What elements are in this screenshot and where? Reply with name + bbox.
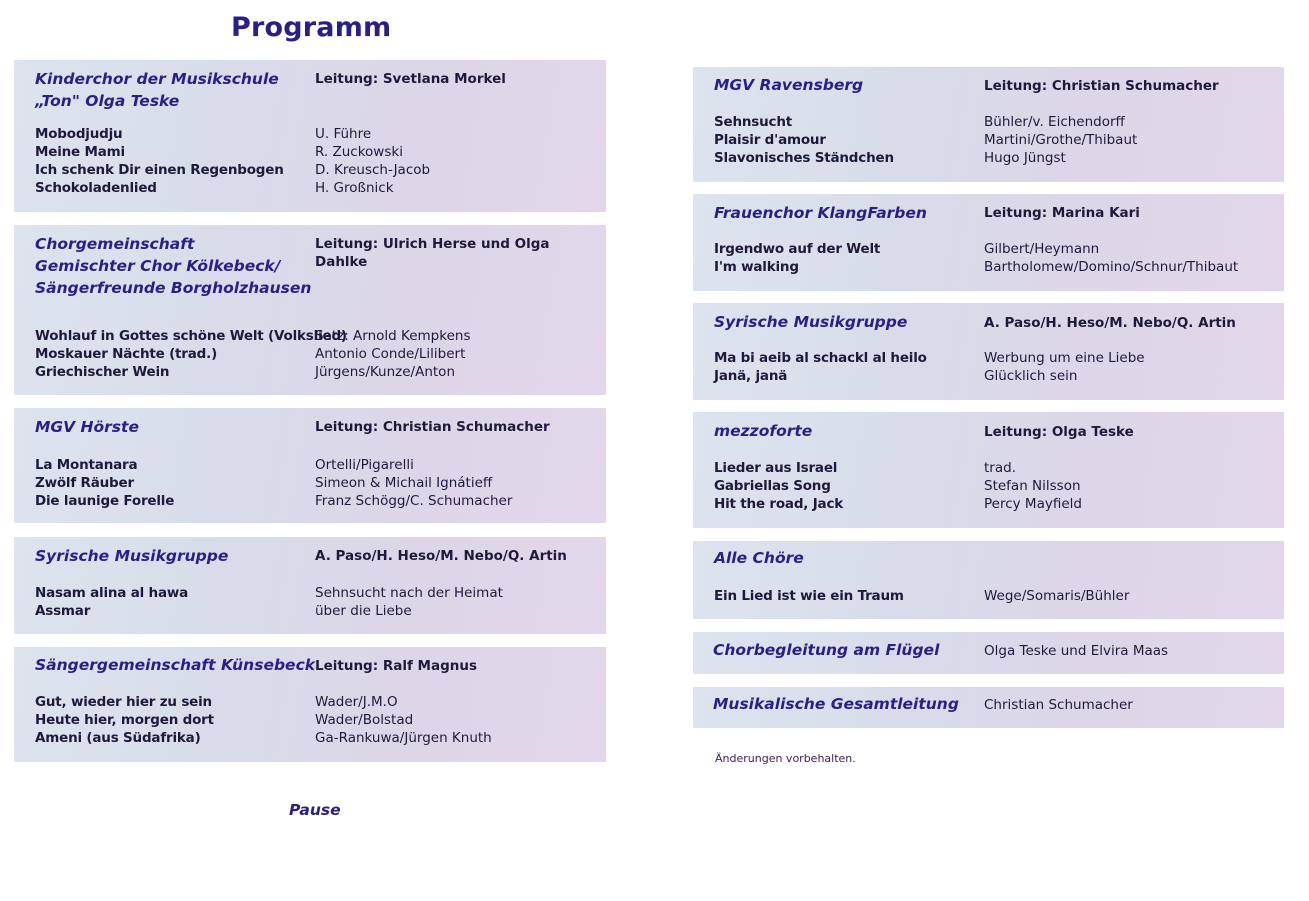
changes-note: Änderungen vorbehalten. [715,752,856,765]
song-author: Franz Schögg/C. Schumacher [315,493,513,509]
song-author: Ga-Rankuwa/Jürgen Knuth [315,730,492,746]
program-title: Programm [231,12,392,43]
choir-name: Syrische Musikgruppe [35,547,229,565]
song-author: Ortelli/Pigarelli [315,457,414,473]
choir-leader: Leitung: Ulrich Herse und Olga Dahlke [315,236,550,270]
choir-leader: A. Paso/H. Heso/M. Nebo/Q. Artin [315,548,567,564]
song-title: Griechischer Wein [35,364,170,380]
song-title: Ich schenk Dir einen Regenbogen [35,162,284,178]
song-title: I'm walking [714,259,799,275]
program-block [693,194,1284,291]
song-title: La Montanara [35,457,138,473]
song-author: H. Großnick [315,180,394,196]
song-title: Irgendwo auf der Welt [714,241,881,257]
choir-leader: A. Paso/H. Heso/M. Nebo/Q. Artin [984,315,1236,331]
song-author: Sehnsucht nach der Heimat [315,585,503,601]
song-title: Hit the road, Jack [714,496,844,512]
choir-name: Alle Chöre [714,549,804,567]
choir-leader: Leitung: Christian Schumacher [984,78,1219,94]
choir-leader: Christian Schumacher [984,697,1133,713]
song-title: Gut, wieder hier zu sein [35,694,212,710]
choir-leader: Olga Teske und Elvira Maas [984,643,1169,659]
program-block [693,303,1284,400]
program-block [693,541,1284,619]
song-author: U. Führe [315,126,372,142]
song-author: Wege/Somaris/Bühler [984,588,1130,604]
song-author: Stefan Nilsson [984,478,1081,494]
song-title: Mobodjudju [35,126,123,142]
program-block [693,632,1284,674]
song-author: trad. [984,460,1016,476]
song-author: Hugo Jüngst [984,150,1066,166]
song-title: Wohlauf in Gottes schöne Welt (Volkslied) [35,328,347,344]
song-title: Zwölf Räuber [35,475,134,491]
song-author: Glücklich sein [984,368,1078,384]
song-author: Jürgens/Kunze/Anton [315,364,455,380]
song-title: Assmar [35,603,91,619]
choir-leader: Leitung: Marina Kari [984,205,1140,221]
choir-name: MGV Hörste [35,418,139,436]
song-title: Moskauer Nächte (trad.) [35,346,218,362]
song-author: über die Liebe [315,603,412,619]
song-title: Gabriellas Song [714,478,831,494]
choir-name: mezzoforte [714,422,813,440]
program-block [693,687,1284,728]
song-title: Plaisir d'amour [714,132,826,148]
song-title: Slavonisches Ständchen [714,150,894,166]
song-author: Bühler/v. Eichendorff [984,114,1125,130]
choir-name: Frauenchor KlangFarben [714,204,927,222]
song-title: Heute hier, morgen dort [35,712,214,728]
song-title: Schokoladenlied [35,180,157,196]
choir-leader: Leitung: Ralf Magnus [315,658,477,674]
song-author: Wader/J.M.O [315,694,398,710]
pause-label: Pause [289,801,341,819]
choir-name: Sängergemeinschaft Künsebeck [35,656,316,674]
song-author: Antonio Conde/Lilibert [315,346,466,362]
song-author: Bartholomew/Domino/Schnur/Thibaut [984,259,1239,275]
song-title: Sehnsucht [714,114,793,130]
program-block [14,408,606,523]
program-block [14,647,606,762]
song-title: Lieder aus Israel [714,460,838,476]
program-block [14,537,606,634]
song-author: D. Kreusch-Jacob [315,162,431,178]
song-author: Martini/Grothe/Thibaut [984,132,1138,148]
song-title: Ein Lied ist wie ein Traum [714,588,904,604]
program-block [14,60,606,212]
song-title: Meine Mami [35,144,125,160]
choir-name: MGV Ravensberg [714,76,864,94]
song-author: Wader/Bolstad [315,712,414,728]
choir-name: Musikalische Gesamtleitung [713,695,959,713]
song-author: Percy Mayfield [984,496,1082,512]
program-block [14,225,606,395]
song-title: Janä, janä [714,368,788,384]
song-author: R. Zuckowski [315,144,403,160]
song-title: Ameni (aus Südafrika) [35,730,201,746]
choir-name: Chorbegleitung am Flügel [713,641,940,659]
choir-name: Chorgemeinschaft Gemischter Chor Kölkebeck/ Sängerfreunde Borgholzhausen [35,235,312,297]
choir-name: Syrische Musikgruppe [714,313,908,331]
choir-leader: Leitung: Christian Schumacher [315,419,550,435]
song-author: Satz: Arnold Kempkens [315,328,471,344]
program-block [693,67,1284,182]
song-author: Werbung um eine Liebe [984,350,1145,366]
program-block [693,412,1284,528]
choir-name: Kinderchor der Musikschule „Ton" Olga Teske [35,70,279,110]
choir-leader: Leitung: Olga Teske [984,424,1134,440]
song-author: Gilbert/Heymann [984,241,1100,257]
song-title: Ma bi aeib al schackl al heilo [714,350,927,366]
song-author: Simeon & Michail Ignátieff [315,475,493,491]
choir-leader: Leitung: Svetlana Morkel [315,71,506,87]
song-title: Die launige Forelle [35,493,175,509]
song-title: Nasam alina al hawa [35,585,189,601]
